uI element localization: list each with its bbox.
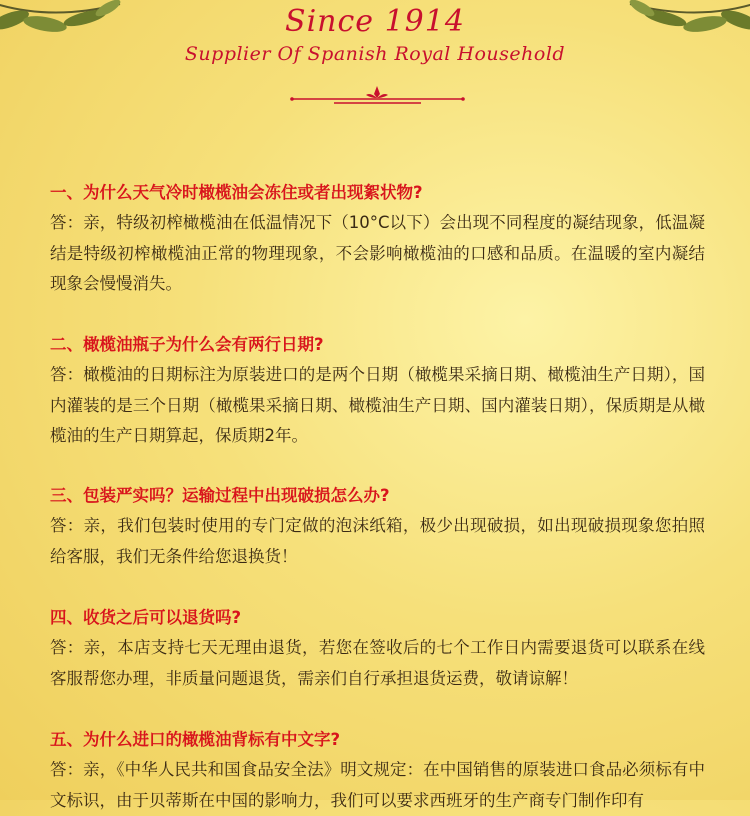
faq-question: 一、为什么天气冷时橄榄油会冻住或者出现絮状物? [50, 183, 423, 202]
faq-item-2 [50, 330, 705, 452]
faq-item-4 [50, 603, 705, 694]
faq-answer: 答：亲，我们包装时使用的专门定做的泡沫纸箱，极少出现破损，如出现破损现象您拍照给客服，我们无条件给您退换货！ [50, 516, 705, 566]
faq-answer: 答：亲，特级初榨橄榄油在低温情况下（10°C以下）会出现不同程度的凝结现象，低温凝结是特级初榨橄榄油正常的物理现象，不会影响橄榄油的口感和品质。在温暖的室内凝结现象会慢慢消失。 [50, 213, 705, 293]
faq-answer: 答：亲，本店支持七天无理由退货，若您在签收后的七个工作日内需要退货可以联系在线客服帮您办理，非质量问题退货，需亲们自行承担退货运费，敬请谅解！ [50, 638, 705, 688]
faq-question: 五、为什么进口的橄榄油背标有中文字? [50, 730, 341, 749]
faq-item-5 [50, 725, 705, 816]
divider-ornament-icon [290, 84, 465, 108]
faq-item-1 [50, 178, 705, 300]
faq-question: 三、包装严实吗？运输过程中出现破损怎么办? [50, 486, 390, 505]
faq-item-3 [50, 481, 705, 572]
supplier-subtitle: Supplier Of Spanish Royal Household [184, 43, 566, 65]
faq-answer: 答：亲，《中华人民共和国食品安全法》明文规定：在中国销售的原装进口食品必须标有中文标识，由于贝蒂斯在中国的影响力，我们可以要求西班牙的生产商专门制作印有 [50, 760, 705, 810]
faq-question: 四、收货之后可以退货吗? [50, 608, 242, 627]
faq-answer: 答：橄榄油的日期标注为原装进口的是两个日期（橄榄果采摘日期、橄榄油生产日期），国内灌装的是三个日期（橄榄果采摘日期、橄榄油生产日期、国内灌装日期），保质期是从橄榄油的生产日期算起，保质期2年。 [50, 365, 705, 445]
faq-question: 二、橄榄油瓶子为什么会有两行日期? [50, 335, 324, 354]
since-1914-heading: Since 1914 [285, 4, 465, 39]
